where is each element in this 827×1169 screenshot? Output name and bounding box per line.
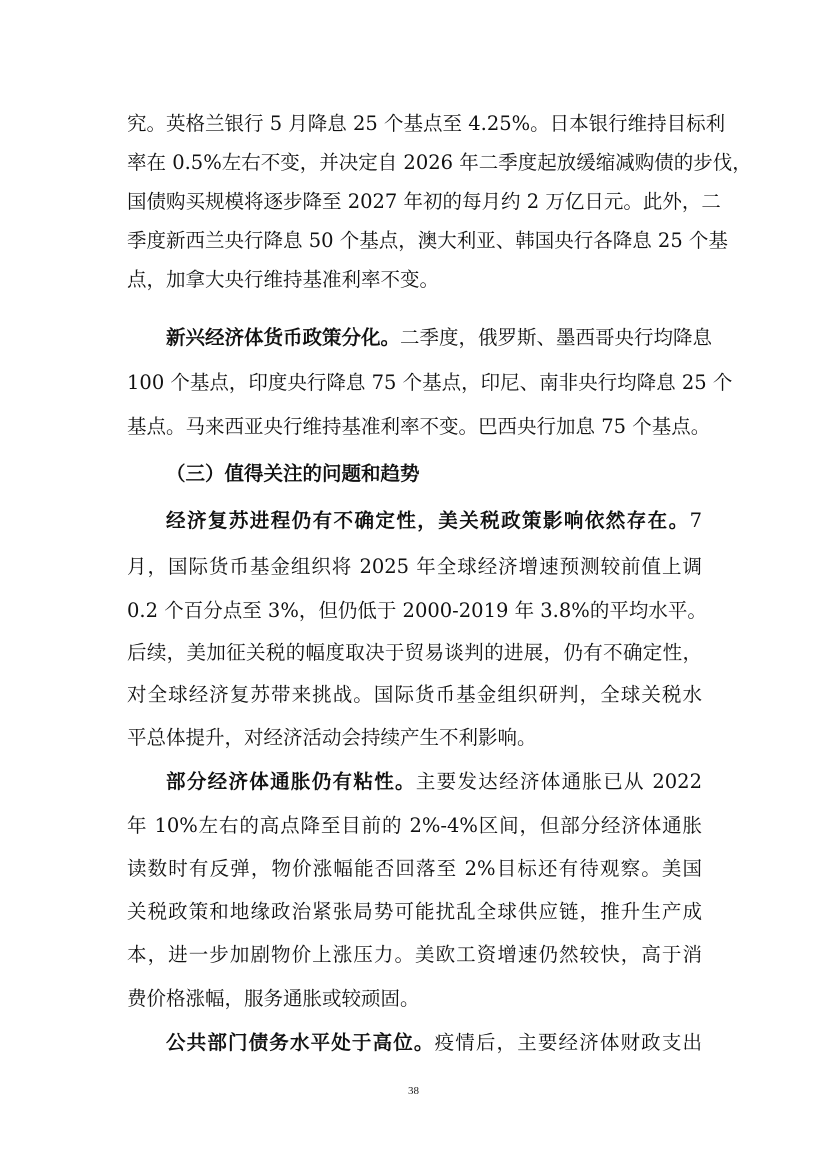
text-line: 国债购买规模将逐步降至 2027 年初的每月约 2 万亿日元。此外，二 <box>127 190 721 213</box>
text-line: 关税政策和地缘政治紧张局势可能扰乱全球供应链，推升生产成 <box>127 900 702 923</box>
text-line: 基点。马来西亚央行维持基准利率不变。巴西央行加息 75 个基点。 <box>127 415 711 438</box>
paragraph-first-line <box>166 503 702 539</box>
text-line: 季度新西兰央行降息 50 个基点，澳大利亚、韩国央行各降息 25 个基 <box>127 229 728 252</box>
text-line: 100 个基点，印度央行降息 75 个基点，印尼、南非央行均降息 25 个 <box>127 371 733 394</box>
page-number: 38 <box>408 1085 419 1097</box>
text-line: 究。英格兰银行 5 月降息 25 个基点至 4.25%。日本银行维持目标利 <box>127 112 726 135</box>
paragraph-text: 疫情后，主要经济体财政支出 <box>434 1031 702 1054</box>
paragraph-lead: 公共部门债务水平处于高位。 <box>166 1031 435 1054</box>
text-line: 年 10%左右的高点降至目前的 2%-4%区间，但部分经济体通胀 <box>127 814 702 837</box>
text-line: 读数时有反弹，物价涨幅能否回落至 2%目标还有待观察。美国 <box>127 857 702 880</box>
text-line: 0.2 个百分点至 3%，但仍低于 2000-2019 年 3.8%的平均水平。 <box>127 599 707 622</box>
section-heading: （三）值得关注的问题和趋势 <box>166 462 420 485</box>
text-line: 对全球经济复苏带来挑战。国际货币基金组织研判，全球关税水 <box>127 683 702 706</box>
paragraph-first-line <box>166 764 702 800</box>
text-line: 点，加拿大央行维持基准利率不变。 <box>127 268 440 291</box>
text-line: 月，国际货币基金组织将 2025 年全球经济增速预测较前值上调 <box>127 555 702 578</box>
paragraph-first-line <box>166 1025 702 1061</box>
paragraph-first-line <box>166 320 713 356</box>
paragraph-lead: 经济复苏进程仍有不确定性，美关税政策影响依然存在。 <box>166 509 690 532</box>
paragraph-text: 7 <box>689 509 702 532</box>
text-line: 费价格涨幅，服务通胀或较顽固。 <box>127 987 420 1010</box>
paragraph-lead: 新兴经济体货币政策分化。 <box>166 326 401 349</box>
text-line: 后续，美加征关税的幅度取决于贸易谈判的进展，仍有不确定性， <box>127 641 702 664</box>
text-line: 本，进一步加剧物价上涨压力。美欧工资增速仍然较快，高于消 <box>127 943 702 966</box>
paragraph-text: 主要发达经济体通胀已从 2022 <box>415 770 702 793</box>
paragraph-text: 二季度，俄罗斯、墨西哥央行均降息 <box>400 326 713 349</box>
text-line: 率在 0.5%左右不变，并决定自 2026 年二季度起放缓缩减购债的步伐， <box>127 151 752 174</box>
text-line: 平总体提升，对经济活动会持续产生不利影响。 <box>127 726 537 749</box>
paragraph-lead: 部分经济体通胀仍有粘性。 <box>166 770 416 793</box>
